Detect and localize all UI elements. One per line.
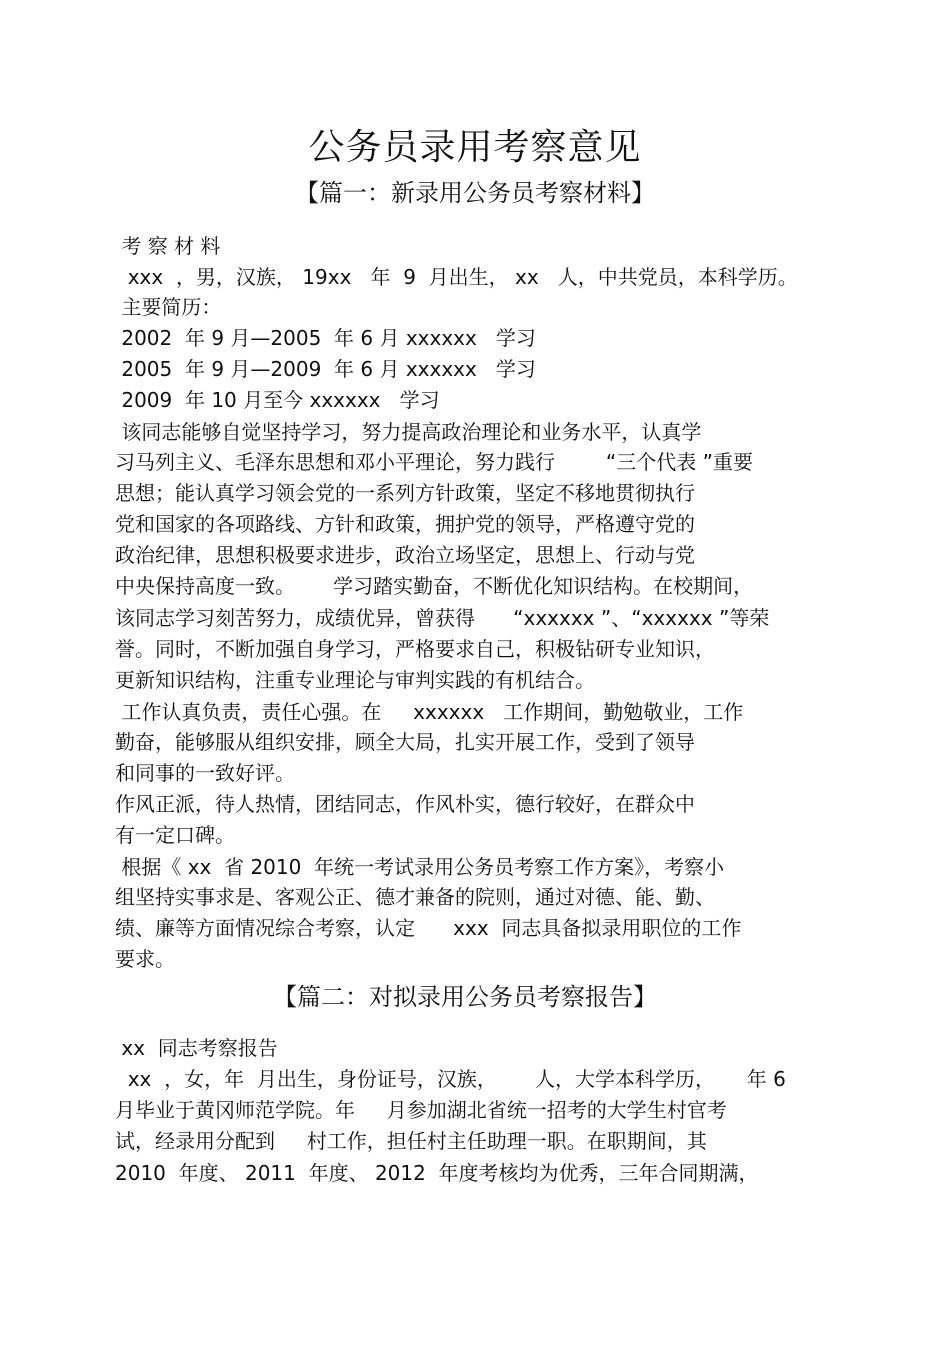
section2-line: xx ，女，年 月出生，身份证号，汉族， 人，大学本科学历， 年 6 bbox=[115, 1067, 786, 1091]
section1-line: 组坚持实事求是、客观公正、德才兼备的院则，通过对德、能、勤、 bbox=[115, 885, 715, 909]
section1-line: 2005 年 9 月—2009 年 6 月 xxxxxx 学习 bbox=[115, 357, 536, 381]
section1-line: 根据《 xx 省 2010 年统一考试录用公务员考察工作方案》，考察小 bbox=[115, 855, 725, 879]
section1-line: 该同志学习刻苦努力，成绩优异，曾获得 “xxxxxx ”、“xxxxxx ”等荣 bbox=[115, 606, 770, 630]
section1-line: 党和国家的各项路线、方针和政策，拥护党的领导，严格遵守党的 bbox=[115, 512, 695, 536]
section1-line: xxx ，男，汉族， 19xx 年 9 月出生， xx 人，中共党员，本科学历。 bbox=[115, 265, 798, 289]
section2-line: 月毕业于黄冈师范学院。年 月参加湖北省统一招考的大学生村官考 bbox=[115, 1098, 727, 1122]
section1-line: 有一定口碑。 bbox=[115, 823, 235, 847]
document-title: 公务员录用考察意见 bbox=[308, 127, 642, 168]
section1-line: 和同事的一致好评。 bbox=[115, 761, 295, 785]
section1-line: 2009 年 10 月至今 xxxxxx 学习 bbox=[115, 388, 440, 412]
section1-line: 更新知识结构，注重专业理论与审判实践的有机结合。 bbox=[115, 668, 595, 692]
section1-line: 中央保持高度一致。 学习踏实勤奋，不断优化知识结构。在校期间， bbox=[115, 574, 754, 598]
section1-line: 思想；能认真学习领会党的一系列方针政策，坚定不移地贯彻执行 bbox=[115, 481, 695, 505]
section1-line: 工作认真负责，责任心强。在 xxxxxx 工作期间，勤勉敬业，工作 bbox=[115, 700, 744, 724]
section1-line: 勤奋，能够服从组织安排，顾全大局，扎实开展工作，受到了领导 bbox=[115, 730, 695, 754]
section1-line: 政治纪律，思想积极要求进步，政治立场坚定，思想上、行动与党 bbox=[115, 543, 695, 567]
section2-line: 2010 年度、 2011 年度、 2012 年度考核均为优秀，三年合同期满， bbox=[115, 1161, 759, 1185]
section1-line: 考 察 材 料 bbox=[115, 234, 221, 258]
section1-line: 绩、廉等方面情况综合考察，认定 xxx 同志具备拟录用职位的工作 bbox=[115, 916, 742, 940]
section1-line: 主要简历： bbox=[115, 295, 222, 319]
section1-line: 誉。同时，不断加强自身学习，严格要求自己，积极钻研专业知识， bbox=[115, 637, 715, 661]
section1-heading: 【篇一：新录用公务员考察材料】 bbox=[295, 179, 655, 207]
section1-line: 2002 年 9 月—2005 年 6 月 xxxxxx 学习 bbox=[115, 326, 536, 350]
section1-line: 要求。 bbox=[115, 947, 175, 971]
section1-line: 作风正派，待人热情，团结同志，作风朴实，德行较好，在群众中 bbox=[115, 792, 695, 816]
section1-line: 该同志能够自觉坚持学习，努力提高政治理论和业务水平，认真学 bbox=[115, 420, 702, 444]
section2-line: 试，经录用分配到 村工作，担任村主任助理一职。在职期间，其 bbox=[115, 1129, 707, 1153]
section1-line: 习马列主义、毛泽东思想和邓小平理论，努力践行 “三个代表 ”重要 bbox=[115, 450, 753, 474]
section2-line: xx 同志考察报告 bbox=[115, 1036, 278, 1060]
section2-heading: 【篇二：对拟录用公务员考察报告】 bbox=[273, 983, 657, 1011]
